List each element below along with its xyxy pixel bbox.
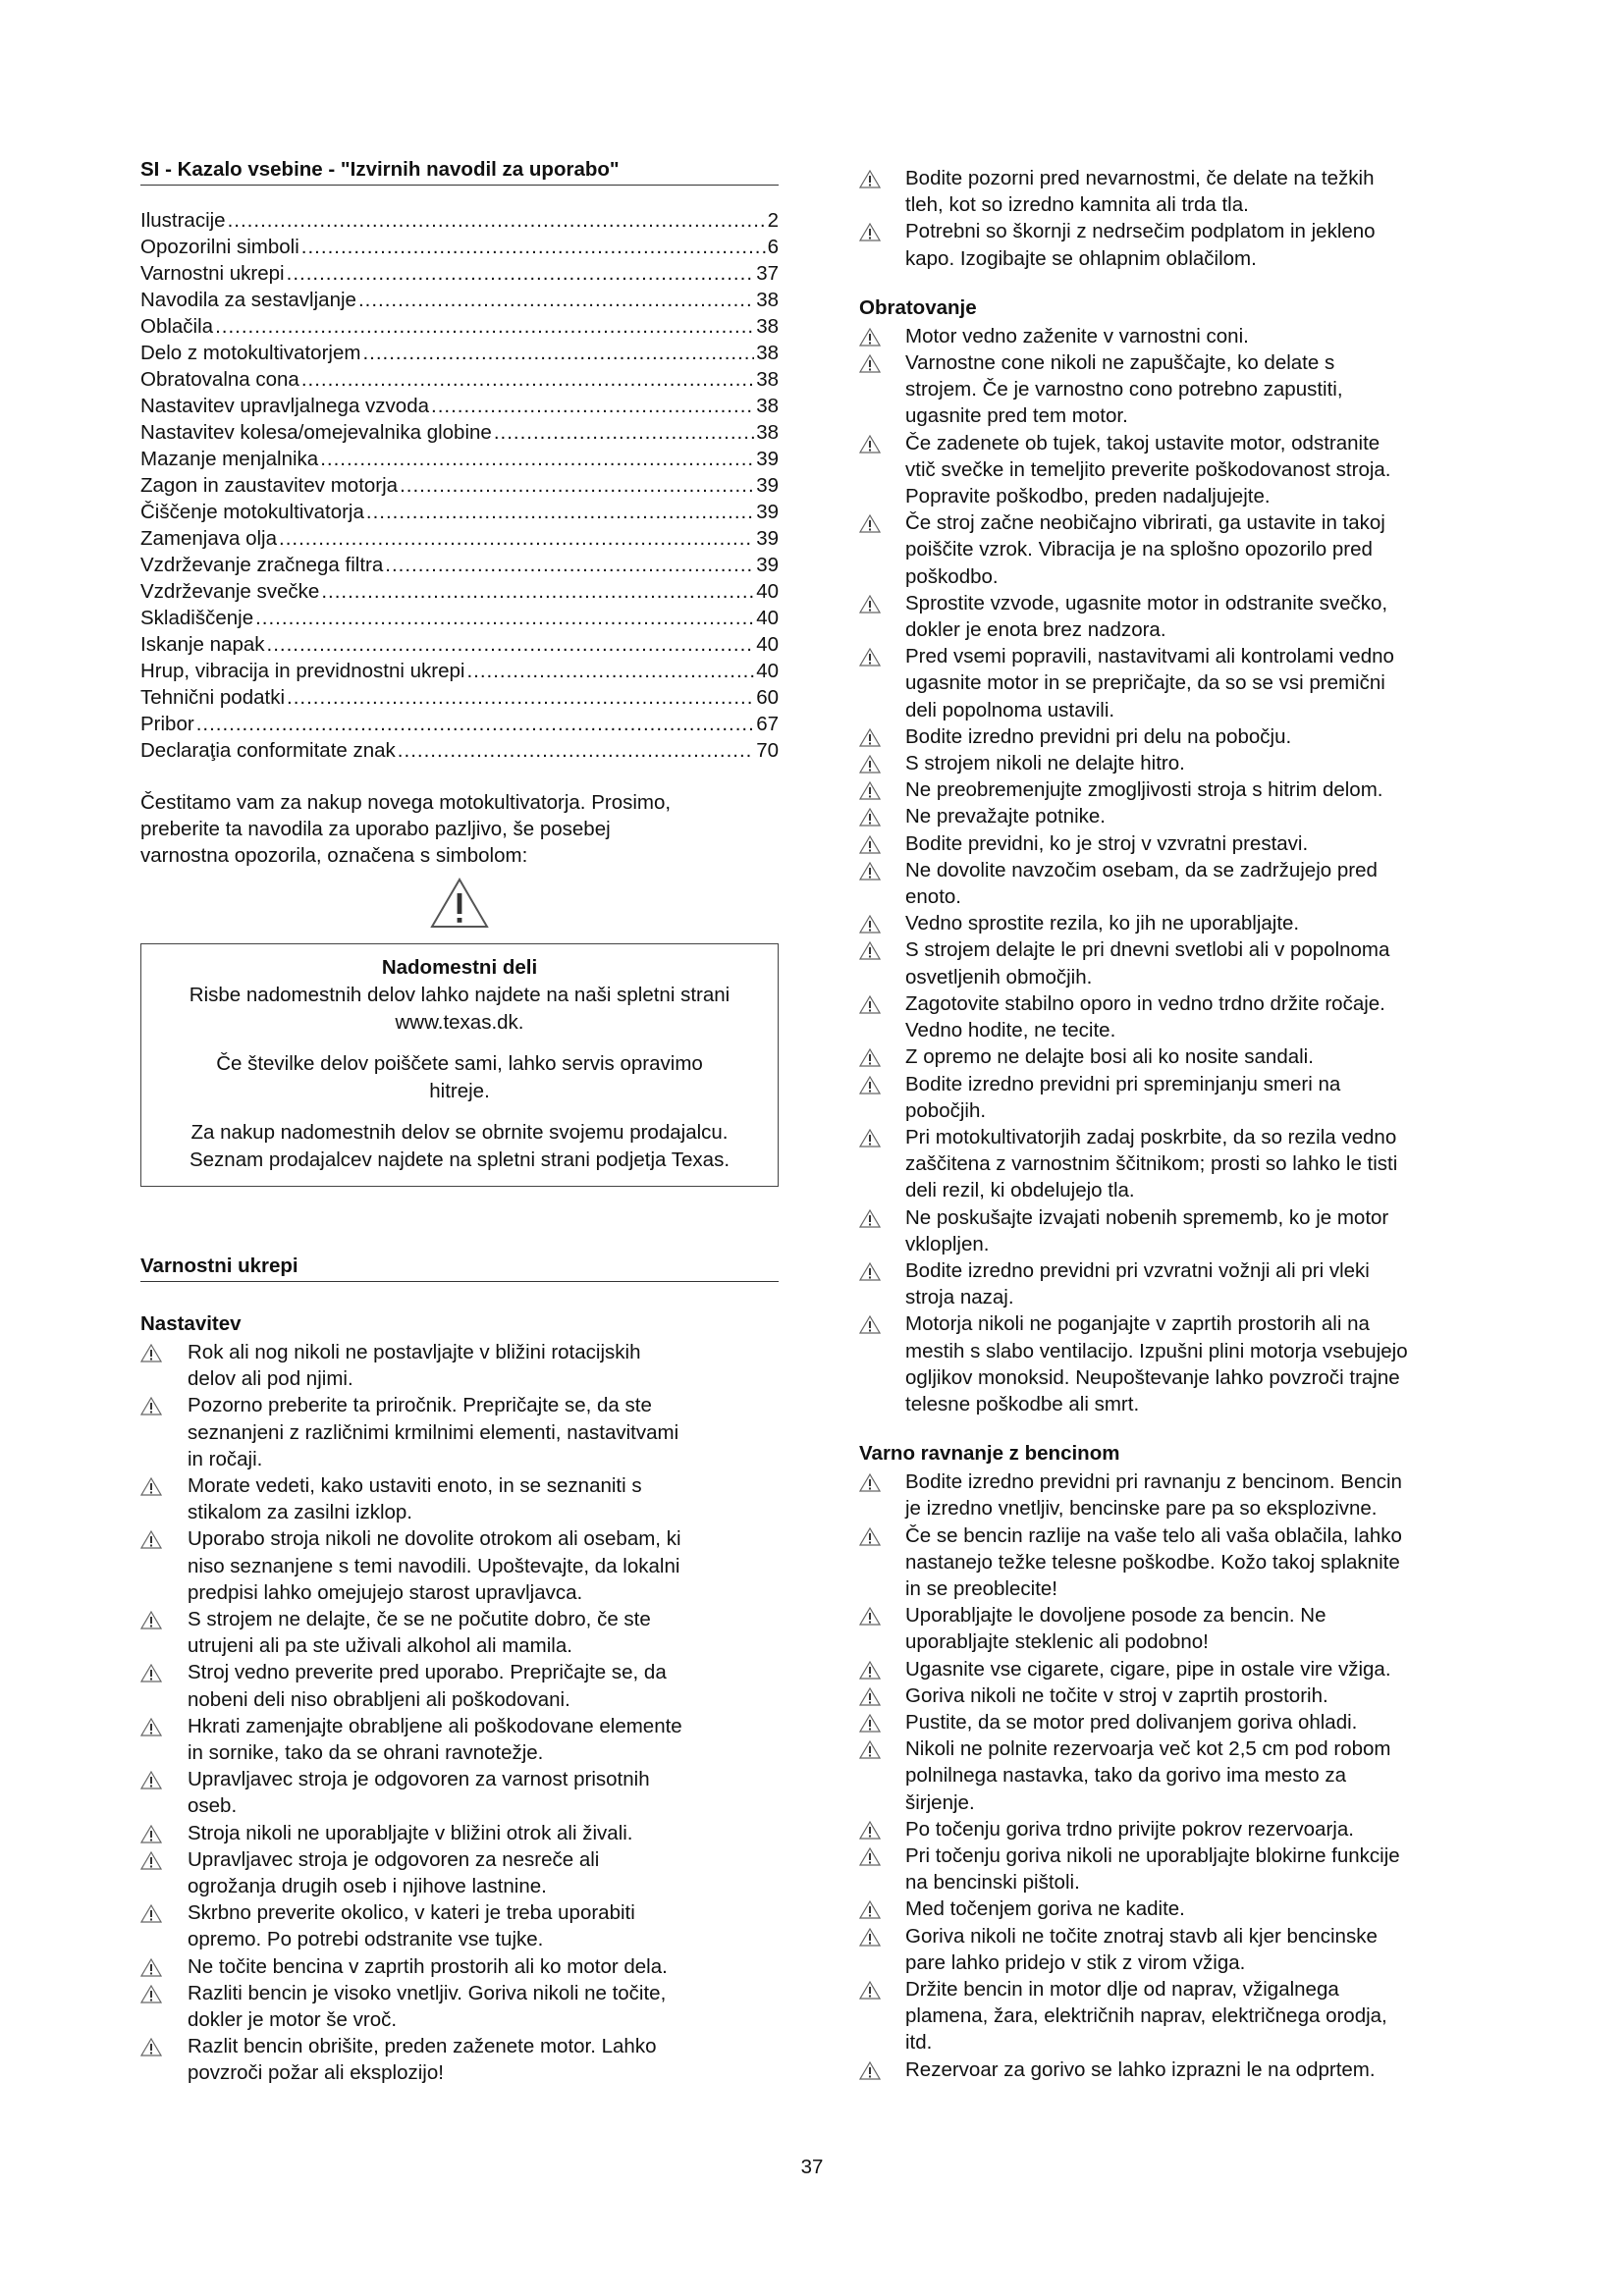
toc-leader xyxy=(287,260,755,287)
list-item xyxy=(140,1659,779,1712)
obratovanje-title: Obratovanje xyxy=(859,295,977,319)
warning-icon xyxy=(140,1984,162,2010)
warning-icon xyxy=(859,222,881,248)
list-item xyxy=(859,910,1497,936)
right-column xyxy=(859,163,1497,2083)
toc-label: Mazanje menjalnika xyxy=(140,448,319,470)
toc-row[interactable] xyxy=(140,393,779,419)
toc-row[interactable] xyxy=(140,287,779,313)
intro-line: varnostna opozorila, označena s simbolom: xyxy=(140,844,528,867)
toc-label: Delo z motokultivatorjem xyxy=(140,342,361,364)
spare-parts-text: Seznam prodajalcev najdete na spletni strani podjetja Texas. xyxy=(189,1148,731,1171)
toc-leader xyxy=(321,578,754,605)
list-item-line: Uporabljajte le dovoljene posode za bencin. Ne xyxy=(905,1604,1326,1628)
bencin-list xyxy=(859,1468,1497,2083)
intro-line: preberite ta navodila za uporabo pazljivo, še posebej xyxy=(140,818,611,840)
toc-page: 70 xyxy=(756,739,779,762)
list-item-line: stroja nazaj. xyxy=(905,1286,1014,1309)
spare-parts-text: hitreje. xyxy=(429,1080,490,1102)
list-item-line: delov ali pod njimi. xyxy=(188,1367,353,1391)
list-item-line: Goriva nikoli ne točite v stroj v zaprtih prostorih. xyxy=(905,1683,1328,1707)
list-item-line: Stroja nikoli ne uporabljajte v bližini otrok ali živali. xyxy=(188,1821,633,1844)
toc-row[interactable] xyxy=(140,658,779,684)
toc-row[interactable] xyxy=(140,499,779,525)
toc-page: 2 xyxy=(767,209,779,232)
list-item xyxy=(140,1525,779,1606)
left-column xyxy=(140,157,779,2087)
toc-page: 38 xyxy=(756,315,779,338)
toc-label: Navodila za sestavljanje xyxy=(140,289,356,311)
list-item-line: Goriva nikoli ne točite znotraj stavb ali kjer bencinske xyxy=(905,1924,1378,1948)
warning-icon xyxy=(859,1075,881,1101)
warning-icon xyxy=(140,2037,162,2063)
toc-label: Obratovalna cona xyxy=(140,368,299,391)
list-item-line: vtič svečke in temeljito preverite poškodovanost stroja. xyxy=(905,457,1391,481)
toc-leader xyxy=(287,684,754,711)
list-item-line: Popravite poškodbo, preden nadaljujejte. xyxy=(905,485,1271,508)
toc-label: Vzdrževanje svečke xyxy=(140,580,320,603)
list-item-line: uporabljajte steklenic ali podobno! xyxy=(905,1630,1209,1654)
list-item-line: Skrbno preverite okolico, v kateri je treba uporabiti xyxy=(188,1901,635,1925)
list-item-line: Bodite izredno previdni pri delu na pobočju. xyxy=(905,724,1292,748)
list-item-line: Med točenjem goriva ne kadite. xyxy=(905,1897,1185,1921)
list-item xyxy=(859,1124,1497,1204)
toc-label: Zagon in zaustavitev motorja xyxy=(140,474,399,497)
toc-page: 39 xyxy=(756,448,779,470)
list-item-line: Morate vedeti, kako ustaviti enoto, in se seznaniti s xyxy=(188,1474,642,1498)
toc-page: 39 xyxy=(756,527,779,550)
toc-page: 40 xyxy=(756,660,779,682)
list-item-line: predpisi lahko omejujejo starost upravljavca. xyxy=(188,1580,583,1604)
list-item-line: Ne točite bencina v zaprtih prostorih ali ko motor dela. xyxy=(188,1954,668,1978)
list-item-line: Bodite pozorni pred nevarnostmi, če delate na težkih xyxy=(905,167,1375,189)
spare-parts-url[interactable]: www.texas.dk. xyxy=(395,1011,524,1034)
list-item xyxy=(859,830,1497,857)
list-item xyxy=(140,2033,779,2086)
warning-icon xyxy=(859,1208,881,1235)
list-item-line: opremo. Po potrebi odstranite vse tujke. xyxy=(188,1928,544,1951)
list-item-line: polnilnega nastavka, tako da gorivo ima mesto za xyxy=(905,1764,1346,1788)
list-item xyxy=(859,1522,1497,1603)
list-item-line: Motor vedno zaženite v varnostni coni. xyxy=(905,324,1249,347)
list-item-line: dokler je enota brez nadzora. xyxy=(905,618,1166,642)
list-item-line: Sprostite vzvode, ugasnite motor in odstranite svečko, xyxy=(905,591,1388,614)
list-item xyxy=(140,1820,779,1846)
list-item-line: Pustite, da se motor pred dolivanjem goriva ohladi. xyxy=(905,1710,1358,1734)
toc-page: 37 xyxy=(756,262,779,285)
toc-leader xyxy=(385,552,754,578)
list-item-line: niso seznanjene s temi navodili. Upoštevajte, da lokalni xyxy=(188,1554,680,1577)
warning-icon xyxy=(859,1927,881,1953)
list-item-line: Če se bencin razlije na vaše telo ali vaša oblačila, lahko xyxy=(905,1523,1402,1547)
list-item-line: Motorja nikoli ne poganjajte v zaprtih prostorih ali na xyxy=(905,1312,1370,1336)
warning-icon xyxy=(859,594,881,620)
list-item-line: Pri motokultivatorjih zadaj poskrbite, da so rezila vedno xyxy=(905,1125,1397,1148)
list-item xyxy=(140,1606,779,1659)
list-item xyxy=(859,1043,1497,1070)
warning-icon xyxy=(140,1903,162,1930)
terrain-list xyxy=(859,165,1497,272)
list-item-line: in sornike, tako da se ohrani ravnotežje. xyxy=(188,1741,544,1765)
list-item-line: mestih s slabo ventilacijo. Izpušni plini motorja vsebujejo xyxy=(905,1339,1408,1362)
list-item xyxy=(859,750,1497,776)
list-item-line: Pozorno preberite ta priročnik. Prepričajte se, da ste xyxy=(188,1394,652,1417)
list-item-line: Bodite izredno previdni pri spreminjanju smeri na xyxy=(905,1072,1341,1095)
list-item-line: Če zadenete ob tujek, takoj ustavite motor, odstranite xyxy=(905,431,1380,454)
list-item-line: Hkrati zamenjajte obrabljene ali poškodovane elemente xyxy=(188,1714,682,1737)
toc-page: 39 xyxy=(756,474,779,497)
toc-row[interactable] xyxy=(140,525,779,552)
warning-icon xyxy=(859,2060,881,2087)
safety-title: Varnostni ukrepi xyxy=(140,1254,779,1282)
list-item-line: Varnostne cone nikoli ne zapuščajte, ko delate s xyxy=(905,351,1335,375)
warning-icon xyxy=(859,434,881,460)
warning-icon xyxy=(140,1770,162,1796)
list-item-line: Stroj vedno preverite pred uporabo. Prepričajte se, da xyxy=(188,1661,667,1684)
spare-parts-text: Za nakup nadomestnih delov se obrnite svojemu prodajalcu. xyxy=(190,1121,729,1144)
intro-line: Čestitamo vam za nakup novega motokultivatorja. Prosimo, xyxy=(140,791,672,814)
toc-row[interactable] xyxy=(140,260,779,287)
warning-icon xyxy=(859,1314,881,1341)
toc-label: Nastavitev upravljalnega vzvoda xyxy=(140,395,429,417)
toc-leader xyxy=(255,605,754,631)
toc-label: Pribor xyxy=(140,713,194,735)
list-item xyxy=(140,1472,779,1525)
list-item xyxy=(859,1656,1497,1682)
list-item-line: Razliti bencin je visoko vnetljiv. Goriva nikoli ne točite, xyxy=(188,1981,667,2004)
toc-row[interactable] xyxy=(140,234,779,260)
list-item-line: Ne preobremenjujte zmogljivosti stroja s hitrim delom. xyxy=(905,778,1383,802)
toc-row[interactable] xyxy=(140,207,779,234)
spare-parts-text: Če številke delov poiščete sami, lahko servis opravimo xyxy=(216,1052,703,1075)
warning-icon xyxy=(140,1396,162,1422)
warning-icon xyxy=(859,861,881,887)
list-item-line: utrujeni ali pa ste uživali alkohol ali mamila. xyxy=(188,1634,572,1658)
list-item-line: Uporabo stroja nikoli ne dovolite otrokom ali osebam, ki xyxy=(188,1527,681,1551)
list-item xyxy=(859,1896,1497,1922)
list-item-line: Držite bencin in motor dlje od naprav, vžigalnega xyxy=(905,1978,1339,2001)
list-item-line: pobočjih. xyxy=(905,1098,987,1122)
list-item xyxy=(140,1766,779,1819)
toc-leader xyxy=(431,393,754,419)
list-item xyxy=(859,430,1497,510)
toc-leader xyxy=(279,525,754,552)
list-item-line: ugasnite pred tem motor. xyxy=(905,404,1128,428)
warning-icon xyxy=(859,169,881,195)
list-item-line: kapo. Izogibajte se ohlapnim oblačilom. xyxy=(905,246,1257,270)
toc-leader xyxy=(366,499,754,525)
list-item xyxy=(859,349,1497,430)
toc-label: Nastavitev kolesa/omejevalnika globine xyxy=(140,421,492,444)
list-item-line: telesne poškodbe ali smrt. xyxy=(905,1392,1140,1415)
table-of-contents xyxy=(140,207,779,764)
warning-icon xyxy=(859,1606,881,1632)
warning-icon xyxy=(140,1850,162,1877)
toc-leader xyxy=(301,366,754,393)
list-item xyxy=(859,323,1497,349)
toc-page: 38 xyxy=(756,421,779,444)
list-item-line: S strojem nikoli ne delajte hitro. xyxy=(905,752,1185,775)
list-item-line: zaščitena z varnostnim ščitnikom; prosti so lahko le tisti xyxy=(905,1152,1398,1176)
toc-page: 38 xyxy=(756,395,779,417)
toc-row[interactable] xyxy=(140,578,779,605)
intro-text xyxy=(140,789,779,869)
list-item-line: oseb. xyxy=(188,1794,238,1818)
list-item-line: strojem. Če je varnostno cono potrebno zapustiti, xyxy=(905,378,1343,401)
list-item-line: Rezervoar za gorivo se lahko izprazni le na odprtem. xyxy=(905,2057,1376,2081)
toc-leader xyxy=(215,313,754,340)
toc-row[interactable] xyxy=(140,446,779,472)
list-item xyxy=(859,2056,1497,2083)
list-item-line: dokler je motor še vroč. xyxy=(188,2008,398,2032)
list-item-line: Bodite izredno previdni pri vzvratni vožnji ali pri vleki xyxy=(905,1258,1370,1282)
toc-row[interactable] xyxy=(140,313,779,340)
toc-row[interactable] xyxy=(140,340,779,366)
list-item xyxy=(859,857,1497,910)
toc-leader xyxy=(466,658,754,684)
bencin-title: Varno ravnanje z bencinom xyxy=(859,1442,1120,1466)
list-item xyxy=(859,509,1497,590)
toc-label: Varnostni ukrepi xyxy=(140,262,285,285)
list-item-line: povzroči požar ali eksplozijo! xyxy=(188,2061,444,2085)
warning-icon xyxy=(859,1128,881,1154)
list-item-line: Ne dovolite navzočim osebam, da se zadržujejo pred xyxy=(905,858,1378,881)
warning-icon xyxy=(859,994,881,1021)
list-item xyxy=(859,1842,1497,1896)
list-item xyxy=(859,723,1497,750)
warning-icon xyxy=(859,1846,881,1873)
list-item xyxy=(859,776,1497,803)
warning-triangle-icon xyxy=(140,877,779,930)
list-item xyxy=(859,1709,1497,1735)
list-item-line: Vedno hodite, ne tecite. xyxy=(905,1019,1116,1042)
list-item-line: Upravljavec stroja je odgovoren za nesreče ali xyxy=(188,1847,600,1871)
list-item xyxy=(859,218,1497,271)
warning-icon xyxy=(859,1739,881,1766)
warning-icon xyxy=(859,1526,881,1553)
toc-row[interactable] xyxy=(140,419,779,446)
list-item-line: Z opremo ne delajte bosi ali ko nosite sandali. xyxy=(905,1045,1314,1069)
list-item xyxy=(140,1713,779,1766)
list-item-line: vklopljen. xyxy=(905,1232,990,1255)
toc-label: Declaraţia conformitate znak xyxy=(140,739,396,762)
warning-icon xyxy=(140,1610,162,1636)
toc-page: 38 xyxy=(756,342,779,364)
list-item-line: enoto. xyxy=(905,885,961,909)
obratovanje-list xyxy=(859,323,1497,1417)
list-item-line: Razlit bencin obrišite, preden zaženete motor. Lahko xyxy=(188,2035,657,2058)
list-item-line: je izredno vnetljiv, bencinske pare pa so eksplozivne. xyxy=(905,1497,1378,1521)
list-item-line: Ne poskušajte izvajati nobenih sprememb, ko je motor xyxy=(905,1205,1389,1229)
list-item-line: Bodite izredno previdni pri ravnanju z bencinom. Bencin xyxy=(905,1470,1402,1494)
list-item-line: ogrožanja drugih oseb i njihove lastnine. xyxy=(188,1875,547,1898)
list-item-line: deli popolnoma ustavili. xyxy=(905,698,1115,721)
warning-icon xyxy=(859,940,881,967)
list-item-line: Pri točenju goriva nikoli ne uporabljajte blokirne funkcije xyxy=(905,1843,1400,1867)
spare-parts-text: Risbe nadomestnih delov lahko najdete na naši spletni strani xyxy=(189,984,731,1006)
toc-label: Tehnični podatki xyxy=(140,686,286,709)
warning-icon xyxy=(140,1663,162,1689)
spare-parts-title: Nadomestni deli xyxy=(381,956,538,979)
toc-leader xyxy=(494,419,754,446)
toc-label: Iskanje napak xyxy=(140,633,265,656)
toc-label: Opozorilni simboli xyxy=(140,236,299,258)
toc-label: Ilustracije xyxy=(140,209,226,232)
toc-page: 6 xyxy=(767,236,779,258)
toc-page: 40 xyxy=(756,633,779,656)
list-item xyxy=(140,1339,779,1392)
list-item-line: stikalom za zasilni izklop. xyxy=(188,1501,412,1524)
toc-leader xyxy=(320,446,754,472)
toc-row[interactable] xyxy=(140,472,779,499)
list-item xyxy=(140,1980,779,2033)
list-item-line: Pred vsemi popravili, nastavitvami ali kontrolami vedno xyxy=(905,645,1394,668)
toc-leader xyxy=(228,207,766,234)
warning-icon xyxy=(859,1980,881,2006)
toc-label: Zamenjava olja xyxy=(140,527,278,550)
list-item-line: S strojem delajte le pri dnevni svetlobi ali v popolnoma xyxy=(905,938,1390,962)
toc-label: Skladiščenje xyxy=(140,607,254,629)
toc-leader xyxy=(398,737,754,764)
list-item-line: pare lahko pridejo v stik z virom vžiga. xyxy=(905,1950,1246,1974)
toc-row[interactable] xyxy=(140,552,779,578)
toc-leader xyxy=(362,340,754,366)
warning-icon xyxy=(140,1529,162,1556)
list-item xyxy=(859,1257,1497,1310)
toc-leader xyxy=(301,234,766,260)
nastavitev-title: Nastavitev xyxy=(140,1312,242,1335)
warning-icon xyxy=(859,513,881,540)
toc-leader xyxy=(267,631,755,658)
list-item-line: ogljikov monoksid. Neupoštevanje lahko povzroči trajne xyxy=(905,1365,1400,1389)
warning-icon xyxy=(859,1472,881,1499)
page-number: 37 xyxy=(800,2156,824,2178)
list-item xyxy=(859,990,1497,1043)
toc-row[interactable] xyxy=(140,631,779,658)
list-item-line: širjenje. xyxy=(905,1790,975,1814)
list-item-line: nastanejo težke telesne poškodbe. Kožo takoj splaknite xyxy=(905,1550,1400,1574)
warning-icon xyxy=(859,353,881,380)
toc-page: 38 xyxy=(756,289,779,311)
list-item-line: poškodbo. xyxy=(905,564,999,588)
spare-parts-box xyxy=(140,943,779,1187)
toc-page: 67 xyxy=(756,713,779,735)
toc-row[interactable] xyxy=(140,737,779,764)
list-item-line: in se preoblecite! xyxy=(905,1576,1057,1600)
toc-label: Vzdrževanje zračnega filtra xyxy=(140,554,384,576)
list-item-line: na bencinski pištoli. xyxy=(905,1871,1080,1895)
nastavitev-list xyxy=(140,1339,779,2087)
list-item xyxy=(859,643,1497,723)
list-item-line: Bodite previdni, ko je stroj v vzvratni prestavi. xyxy=(905,831,1309,855)
list-item xyxy=(140,1846,779,1899)
list-item-line: Nikoli ne polnite rezervoarja več kot 2,5 cm pod robom xyxy=(905,1737,1391,1761)
list-item-line: Potrebni so škornji z nedrsečim podplatom in jekleno xyxy=(905,220,1376,243)
list-item xyxy=(859,1816,1497,1842)
toc-page: 40 xyxy=(756,607,779,629)
toc-label: Hrup, vibracija in previdnostni ukrepi xyxy=(140,660,465,682)
list-item-line: ugasnite motor in se prepričajte, da so se vsi premični xyxy=(905,671,1385,695)
list-item-line: seznanjeni z različnimi krmilnimi elementi, nastavitvami xyxy=(188,1420,679,1444)
list-item xyxy=(140,1392,779,1472)
warning-icon xyxy=(140,1717,162,1743)
list-item xyxy=(859,1682,1497,1709)
list-item xyxy=(859,590,1497,643)
list-item-line: osvetljenih območjih. xyxy=(905,965,1093,988)
list-item xyxy=(859,936,1497,989)
list-item xyxy=(859,1735,1497,1816)
list-item xyxy=(859,165,1497,218)
list-item xyxy=(859,1976,1497,2056)
list-item-line: poiščite vzrok. Vibracija je na splošno opozorilo pred xyxy=(905,538,1373,561)
warning-icon xyxy=(140,1343,162,1369)
list-item xyxy=(859,803,1497,829)
list-item-line: plamena, žara, električnih naprav, električnega orodja, xyxy=(905,2004,1387,2028)
toc-title: SI - Kazalo vsebine - "Izvirnih navodil za uporabo" xyxy=(140,157,779,186)
list-item xyxy=(859,1923,1497,1976)
warning-icon xyxy=(140,1476,162,1503)
list-item-line: S strojem ne delajte, če se ne počutite dobro, če ste xyxy=(188,1608,651,1631)
list-item-line: in ročaji. xyxy=(188,1447,263,1470)
list-item-line: itd. xyxy=(905,2031,933,2055)
warning-icon xyxy=(859,647,881,673)
list-item-line: deli rezil, ki obdelujejo tla. xyxy=(905,1179,1135,1202)
warning-icon xyxy=(859,1261,881,1288)
toc-page: 39 xyxy=(756,501,779,523)
list-item xyxy=(859,1468,1497,1522)
toc-label: Čiščenje motokultivatorja xyxy=(140,501,364,523)
toc-leader xyxy=(358,287,754,313)
list-item-line: Po točenju goriva trdno privijte pokrov rezervoarja. xyxy=(905,1817,1354,1841)
toc-page: 60 xyxy=(756,686,779,709)
toc-row[interactable] xyxy=(140,366,779,393)
toc-row[interactable] xyxy=(140,605,779,631)
list-item xyxy=(140,1953,779,1980)
toc-row[interactable] xyxy=(140,711,779,737)
list-item xyxy=(859,1310,1497,1417)
list-item xyxy=(140,1899,779,1952)
list-item xyxy=(859,1602,1497,1655)
toc-page: 39 xyxy=(756,554,779,576)
list-item-line: Vedno sprostite rezila, ko jih ne uporabljajte. xyxy=(905,912,1300,935)
list-item-line: Rok ali nog nikoli ne postavljajte v bližini rotacijskih xyxy=(188,1341,641,1363)
toc-label: Oblačila xyxy=(140,315,214,338)
toc-page: 38 xyxy=(756,368,779,391)
toc-leader xyxy=(400,472,754,499)
toc-leader xyxy=(196,711,755,737)
list-item-line: tleh, kot so izredno kamnita ali trda tla. xyxy=(905,193,1249,217)
list-item-line: Zagotovite stabilno oporo in vedno trdno držite ročaje. xyxy=(905,991,1385,1015)
list-item-line: Ne prevažajte potnike. xyxy=(905,805,1106,828)
list-item-line: Upravljavec stroja je odgovoren za varnost prisotnih xyxy=(188,1768,650,1791)
toc-row[interactable] xyxy=(140,684,779,711)
list-item xyxy=(859,1204,1497,1257)
list-item xyxy=(859,1071,1497,1124)
list-item-line: nobeni deli niso obrabljeni ali poškodovani. xyxy=(188,1687,570,1711)
list-item-line: Ugasnite vse cigarete, cigare, pipe in ostale vire vžiga. xyxy=(905,1657,1391,1681)
toc-page: 40 xyxy=(756,580,779,603)
list-item-line: Če stroj začne neobičajno vibrirati, ga ustavite in takoj xyxy=(905,511,1385,535)
